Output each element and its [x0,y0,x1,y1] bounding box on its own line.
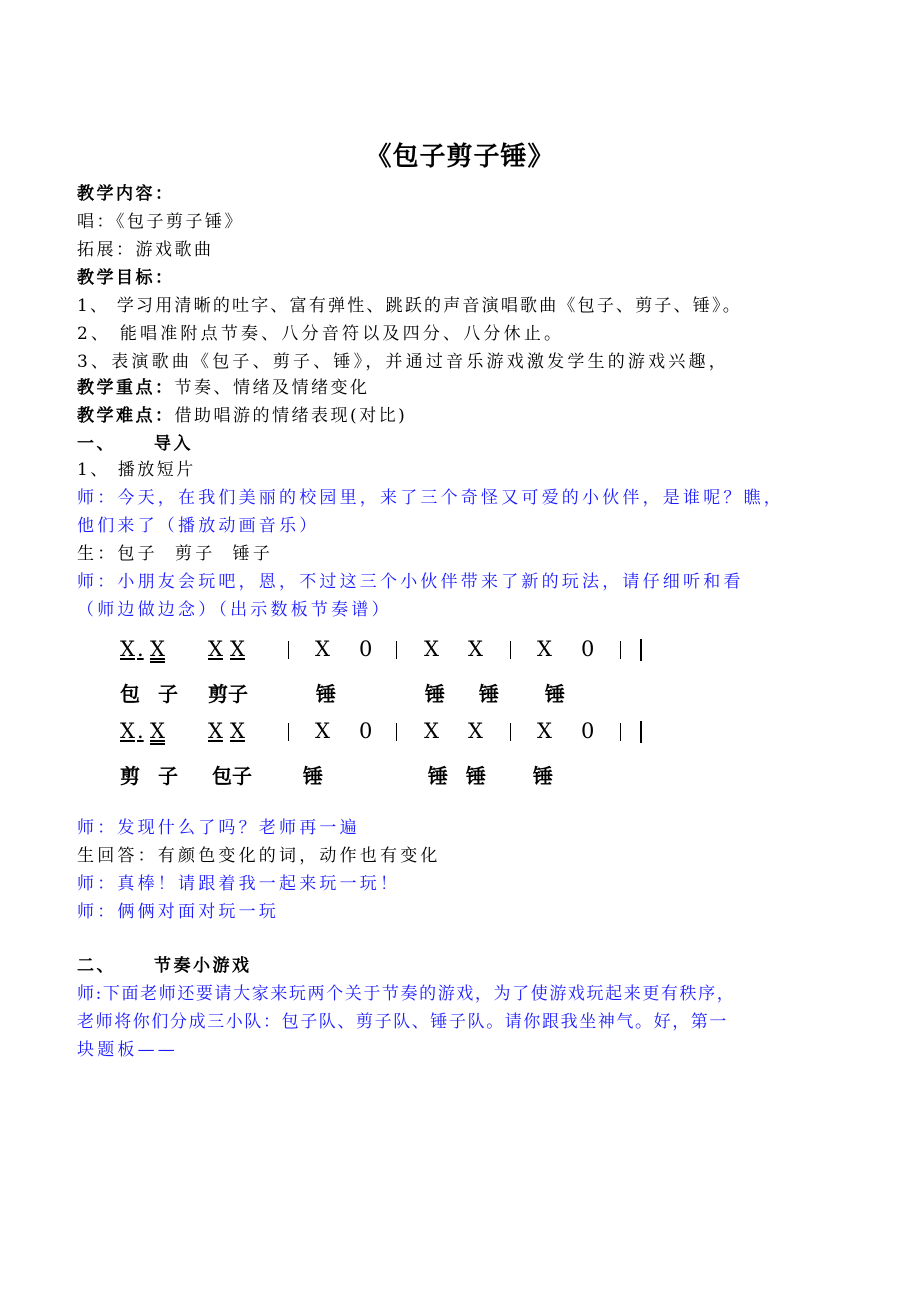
note-rest: 0 [359,637,373,661]
bar-line [396,641,397,659]
note-rest: 0 [359,719,373,743]
key-point [77,374,370,402]
goal-1: 1、 学习用清晰的吐字、富有弹性、跳跃的声音演唱歌曲《包子、剪子、锤》。 [77,296,742,316]
teacher-line-3: 师：发现什么了吗？老师再一遍 [77,818,360,838]
note-x: X [424,637,439,661]
note-x: X [537,719,552,743]
teacher-line-6a: 师:下面老师还要请大家来玩两个关于节奏的游戏，为了使游戏玩起来更有秩序， [77,984,736,1004]
section-1-number: 一、 [77,434,116,454]
bar-line [288,641,289,659]
lyric-word: 剪 [120,764,140,788]
note-x: X [150,719,165,743]
note-x: X [208,719,223,743]
bar-line [510,641,511,659]
note-x: X [424,719,439,743]
lyric-word: 锤 [425,682,445,706]
teacher-line-1a: 师：今天，在我们美丽的校园里，来了三个奇怪又可爱的小伙伴，是谁呢？瞧， [77,488,784,508]
note-x: X [120,719,135,743]
bar-line [510,723,511,741]
lyric-word: 锤 [533,764,553,788]
end-bar-line [640,721,642,743]
teacher-line-6b: 老师将你们分成三小队：包子队、剪子队、锤子队。请你跟我坐神气。好，第一 [77,1012,728,1032]
bar-line [396,723,397,741]
bar-line [620,641,621,659]
note-x: X [468,719,483,743]
note-x: X [230,719,245,743]
note-x: X [468,637,483,661]
note-dot: . [137,637,144,661]
teacher-line-2a: 师：小朋友会玩吧，恩，不过这三个小伙伴带来了新的玩法，请仔细听和看 [77,572,744,592]
key-text: 节奏、情绪及情绪变化 [174,378,370,398]
lyric-word: 锤 [316,682,336,706]
teacher-line-1b: 他们来了（播放动画音乐） [77,516,320,536]
lyric-word: 锤 [466,764,486,788]
goal-3: 3、表演歌曲《包子、剪子、锤》，并通过音乐游戏激发学生的游戏兴趣， [77,352,729,372]
bar-line [620,723,621,741]
note-x: X [120,637,135,661]
lyric-word: 子 [158,682,178,706]
difficulty-text: 借助唱游的情绪表现(对比) [174,406,408,426]
item-1: 1、 播放短片 [77,460,196,480]
difficulty-point [77,402,407,430]
bar-line [288,723,289,741]
goals-heading: 教学目标： [77,268,175,288]
goal-2: 2、 能唱准附点节奏、八分音符以及四分、八分休止。 [77,324,565,344]
note-dot: . [137,719,144,743]
note-x: X [537,637,552,661]
content-heading: 教学内容： [77,184,175,204]
lyric-word: 锤 [545,682,565,706]
note-x: X [150,637,165,661]
student-line-2: 生回答：有颜色变化的词，动作也有变化 [77,846,441,866]
note-x: X [230,637,245,661]
note-x: X [315,719,330,743]
difficulty-label: 教学难点： [77,406,175,426]
student-line-1: 生：包子 剪子 锤子 [77,544,274,564]
sing-line: 唱：《包子剪子锤》 [77,212,244,232]
teacher-line-6c: 块题板—— [77,1040,178,1060]
page-title: 《包子剪子锤》 [365,142,555,172]
extend-line: 拓展：游戏歌曲 [77,240,214,260]
section-2-title: 节奏小游戏 [154,956,252,976]
note-rest: 0 [581,637,595,661]
lyric-word: 包子 [212,764,252,788]
section-1-title: 导入 [154,434,193,454]
lyric-word: 锤 [428,764,448,788]
lyric-word: 子 [158,764,178,788]
section-1-heading [77,430,193,458]
teacher-line-4: 师：真棒！请跟着我一起来玩一玩！ [77,874,401,894]
lyric-word: 锤 [479,682,499,706]
lyric-word: 锤 [303,764,323,788]
key-label: 教学重点： [77,378,175,398]
section-2-number: 二、 [77,956,116,976]
end-bar-line [640,639,642,661]
note-x: X [208,637,223,661]
note-rest: 0 [581,719,595,743]
teacher-line-2b: （师边做边念）（出示数板节奏谱） [77,600,392,620]
section-2-heading [77,952,252,980]
teacher-line-5: 师：俩俩对面对玩一玩 [77,902,279,922]
note-x: X [315,637,330,661]
lyric-word: 包 [120,682,140,706]
lyric-word: 剪子 [208,682,248,706]
